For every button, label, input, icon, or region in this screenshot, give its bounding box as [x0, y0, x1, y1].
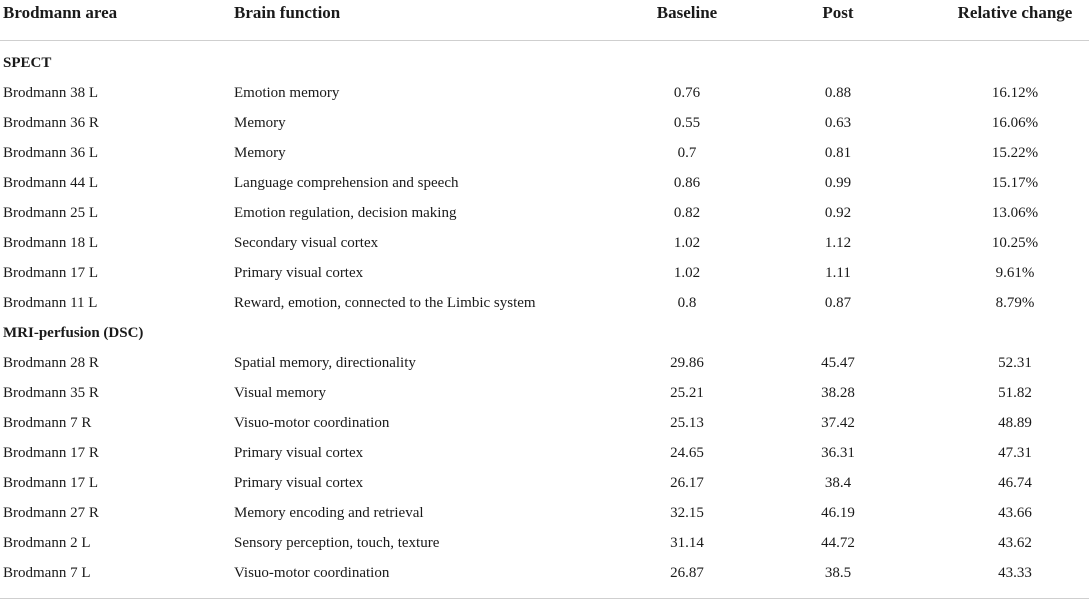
header-relative-change: Relative change	[957, 3, 1073, 22]
cell-post: 1.11	[825, 265, 851, 281]
table-row	[0, 348, 1089, 378]
cell-brodmann-area: Brodmann 36 L	[3, 145, 98, 161]
table-row	[0, 168, 1089, 198]
cell-baseline: 32.15	[670, 505, 704, 521]
cell-relative-change: 8.79%	[995, 295, 1035, 311]
cell-brain-function: Visuo-motor coordination	[234, 415, 390, 431]
cell-relative-change: 13.06%	[991, 205, 1039, 221]
cell-post: 38.28	[821, 385, 855, 401]
cell-post: 38.5	[824, 565, 852, 581]
cell-baseline: 0.8	[677, 295, 697, 311]
cell-post: 0.88	[824, 85, 852, 101]
cell-relative-change: 43.62	[998, 535, 1032, 551]
table-row	[0, 228, 1089, 258]
table-row	[0, 198, 1089, 228]
cell-relative-change: 43.66	[998, 505, 1032, 521]
cell-brain-function: Primary visual cortex	[234, 475, 364, 491]
header-brodmann-area: Brodmann area	[3, 3, 118, 22]
cell-post: 0.92	[824, 205, 852, 221]
table-row	[0, 108, 1089, 138]
cell-brain-function: Primary visual cortex	[234, 265, 364, 281]
cell-brodmann-area: Brodmann 27 R	[3, 505, 99, 521]
cell-brain-function: Memory	[234, 115, 286, 131]
cell-brain-function: Visuo-motor coordination	[234, 565, 390, 581]
cell-brain-function: Memory encoding and retrieval	[234, 505, 424, 521]
table-row	[0, 528, 1089, 558]
cell-baseline: 0.55	[673, 115, 701, 131]
cell-post: 0.63	[824, 115, 852, 131]
header-baseline: Baseline	[656, 3, 718, 22]
header-post: Post	[822, 3, 854, 22]
table-row	[0, 378, 1089, 408]
cell-brodmann-area: Brodmann 25 L	[3, 205, 98, 221]
cell-brain-function: Visual memory	[234, 385, 326, 401]
cell-brodmann-area: Brodmann 38 L	[3, 85, 98, 101]
cell-post: 0.81	[824, 145, 852, 161]
cell-brodmann-area: Brodmann 28 R	[3, 355, 99, 371]
cell-brodmann-area: Brodmann 7 L	[3, 565, 91, 581]
cell-brain-function: Language comprehension and speech	[234, 175, 459, 191]
cell-brain-function: Secondary visual cortex	[234, 235, 379, 251]
cell-post: 38.4	[824, 475, 852, 491]
cell-brodmann-area: Brodmann 17 L	[3, 475, 98, 491]
cell-relative-change: 51.82	[998, 385, 1032, 401]
table-row	[0, 288, 1089, 318]
table-header-row	[0, 1, 1089, 31]
section-title-row	[0, 48, 1089, 78]
cell-brain-function: Memory	[234, 145, 286, 161]
table-row	[0, 138, 1089, 168]
cell-brain-function: Spatial memory, directionality	[234, 355, 416, 371]
cell-relative-change: 43.33	[998, 565, 1032, 581]
cell-baseline: 1.02	[673, 265, 701, 281]
cell-brodmann-area: Brodmann 2 L	[3, 535, 91, 551]
cell-post: 45.47	[821, 355, 855, 371]
table-row	[0, 498, 1089, 528]
cell-brodmann-area: Brodmann 18 L	[3, 235, 98, 251]
cell-relative-change: 46.74	[998, 475, 1032, 491]
cell-baseline: 0.7	[677, 145, 697, 161]
cell-post: 0.87	[824, 295, 852, 311]
cell-brain-function: Sensory perception, touch, texture	[234, 535, 440, 551]
table-row	[0, 258, 1089, 288]
cell-relative-change: 15.22%	[991, 145, 1039, 161]
table-row	[0, 408, 1089, 438]
cell-brodmann-area: Brodmann 44 L	[3, 175, 98, 191]
table-row	[0, 558, 1089, 588]
cell-post: 36.31	[821, 445, 855, 461]
cell-baseline: 25.21	[670, 385, 704, 401]
cell-brodmann-area: Brodmann 7 R	[3, 415, 92, 431]
cell-relative-change: 10.25%	[991, 235, 1039, 251]
cell-brodmann-area: Brodmann 17 R	[3, 445, 99, 461]
section-title-row	[0, 318, 1089, 348]
cell-baseline: 31.14	[670, 535, 704, 551]
cell-relative-change: 52.31	[998, 355, 1032, 371]
table-row	[0, 438, 1089, 468]
header-brain-function: Brain function	[234, 3, 341, 22]
cell-post: 0.99	[824, 175, 852, 191]
cell-baseline: 26.87	[670, 565, 704, 581]
table-bottom-rule	[0, 598, 1089, 599]
cell-relative-change: 9.61%	[995, 265, 1035, 281]
section-title: SPECT	[3, 55, 52, 71]
cell-post: 1.12	[824, 235, 852, 251]
cell-relative-change: 16.06%	[991, 115, 1039, 131]
cell-relative-change: 16.12%	[991, 85, 1039, 101]
cell-brodmann-area: Brodmann 35 R	[3, 385, 99, 401]
cell-post: 44.72	[821, 535, 855, 551]
cell-baseline: 24.65	[670, 445, 704, 461]
cell-relative-change: 47.31	[998, 445, 1032, 461]
cell-baseline: 26.17	[670, 475, 704, 491]
cell-baseline: 1.02	[673, 235, 701, 251]
cell-post: 37.42	[821, 415, 855, 431]
cell-relative-change: 48.89	[998, 415, 1032, 431]
cell-baseline: 0.86	[673, 175, 701, 191]
cell-brain-function: Reward, emotion, connected to the Limbic system	[234, 295, 536, 311]
cell-relative-change: 15.17%	[991, 175, 1039, 191]
cell-brain-function: Emotion regulation, decision making	[234, 205, 457, 221]
table-row	[0, 78, 1089, 108]
cell-baseline: 0.76	[673, 85, 701, 101]
cell-brain-function: Emotion memory	[234, 85, 340, 101]
cell-baseline: 29.86	[670, 355, 704, 371]
cell-brodmann-area: Brodmann 17 L	[3, 265, 98, 281]
cell-post: 46.19	[821, 505, 855, 521]
cell-baseline: 0.82	[673, 205, 701, 221]
cell-baseline: 25.13	[670, 415, 704, 431]
section-title: MRI-perfusion (DSC)	[3, 325, 144, 341]
table-row	[0, 468, 1089, 498]
cell-brain-function: Primary visual cortex	[234, 445, 364, 461]
cell-brodmann-area: Brodmann 36 R	[3, 115, 99, 131]
cell-brodmann-area: Brodmann 11 L	[3, 295, 98, 311]
header-divider	[0, 40, 1089, 41]
